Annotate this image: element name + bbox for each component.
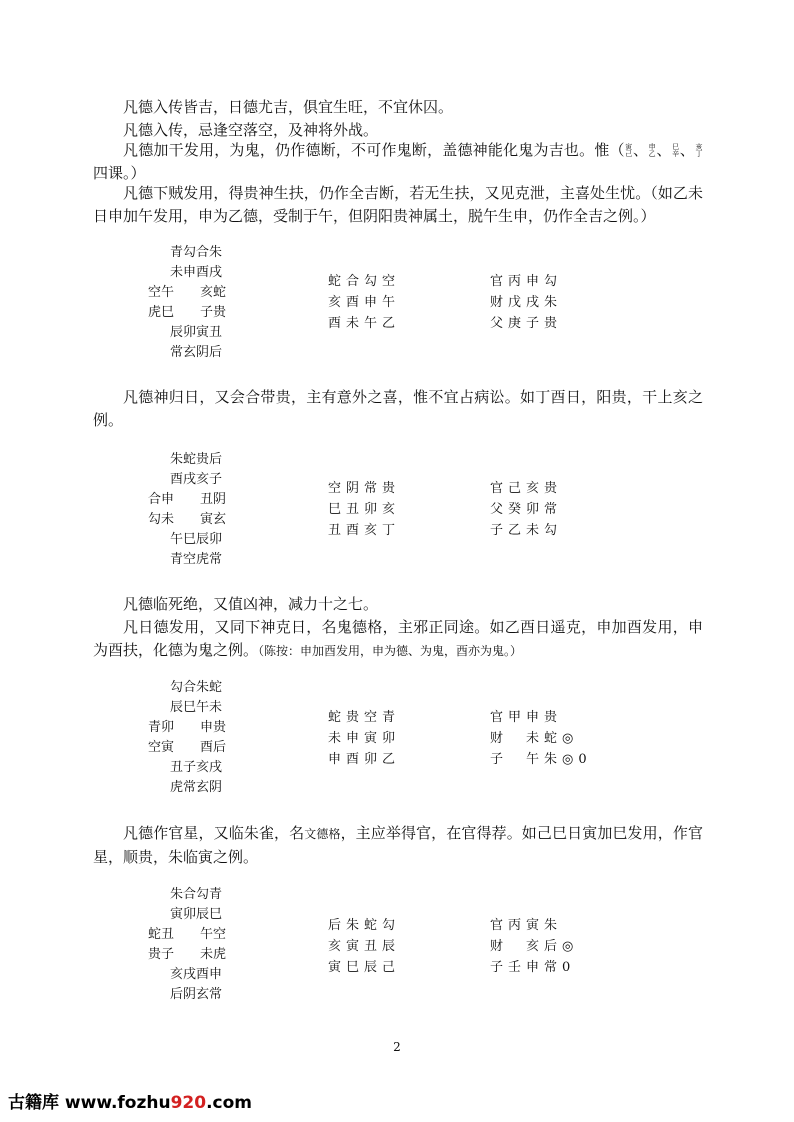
- chart-line: 申酉卯乙: [328, 752, 401, 767]
- chart-line: 空寅 酉后: [148, 740, 227, 755]
- chart-line: 未申酉戌: [170, 265, 223, 280]
- chart-line: 青勾合朱: [170, 245, 223, 260]
- chart-line: 未申寅卯: [328, 731, 401, 746]
- small-stacked-chars: 申乙: [648, 143, 656, 158]
- chart-line: 巳丑卯亥: [328, 502, 401, 517]
- chart-line: 午巳辰卯: [170, 532, 223, 547]
- page-number: 2: [393, 1040, 401, 1054]
- chart-line: 辰巳午未: [170, 700, 223, 715]
- chart-line: 财戊戌朱: [490, 295, 563, 310]
- chart-line: 官己亥贵: [490, 481, 563, 496]
- chart-line: 勾合朱蛇: [170, 680, 223, 695]
- chart-line: 虎常玄阴: [170, 780, 223, 795]
- chart-line: 亥酉申午: [328, 295, 401, 310]
- chart-line: 官丙寅朱: [490, 918, 563, 933]
- chart-line: 官甲申贵: [490, 710, 563, 725]
- paragraph-8: 凡德作官星，又临朱雀，名文德格，主应举得官，在官得荐。如己巳日寅加巳发用，作官星，顺贵，朱临寅之例。: [93, 824, 703, 866]
- paragraph-7: 凡日德发用，又同下神克日，名鬼德格，主邪正同途。如乙酉日遥克，申加酉发用，申为酉扶，化德为鬼之例。（陈按：申加酉发用，申为德、为鬼，酉亦为鬼。）: [93, 618, 703, 659]
- chart-line: 父庚子贵: [490, 316, 563, 331]
- chart-line: 后阴玄常: [170, 987, 223, 1002]
- chart-line: 酉戌亥子: [170, 472, 223, 487]
- chart-line: 朱合勾青: [170, 887, 223, 902]
- chart-line: 后朱蛇勾: [328, 918, 401, 933]
- chart-line: 亥寅丑辰: [328, 939, 401, 954]
- paragraph-4: 凡德下贼发用，得贵神生扶，仍作全吉断，若无生扶，又见克泄，主喜处生忧。（如乙未日申加午发用，申为乙德，受制于午，但阴阳贵神属土，脱午生申，仍作全吉之例。）: [93, 184, 703, 225]
- paragraph-2: 凡德入传，忌逢空落空，及神将外战。: [123, 121, 379, 139]
- chart-line: 亥戌酉申: [170, 967, 223, 982]
- chart-line: 贵子 未虎: [148, 947, 227, 962]
- chart-line: 勾未 寅玄: [148, 512, 227, 527]
- annotation-note: （陈按：申加酉发用，申为德、为鬼，酉亦为鬼。）: [258, 644, 523, 658]
- chart-line: 青卯 申贵: [148, 720, 227, 735]
- chart-line: 子壬申常0: [490, 960, 576, 975]
- chart-line: 财 亥后◎: [490, 939, 579, 954]
- chart-line: 空阴常贵: [328, 481, 401, 496]
- site-watermark: 古籍库 www.fozhu920.com: [8, 1093, 253, 1113]
- paragraph-3: 凡德加干发用，为鬼，仍作德断，不可作鬼断，盖德神能化鬼为吉也。惟（寅己、申乙、巳辛、亥丁四课。）: [93, 141, 703, 182]
- paragraph-1: 凡德入传皆吉，日德尤吉，俱宜生旺，不宜休囚。: [123, 98, 454, 116]
- chart-line: 蛇贵空青: [328, 710, 401, 725]
- chart-line: 朱蛇贵后: [170, 452, 223, 467]
- chart-line: 青空虎常: [170, 552, 223, 567]
- small-stacked-chars: 亥丁: [695, 143, 703, 158]
- chart-line: 寅巳辰己: [328, 960, 401, 975]
- chart-line: 子 午朱◎0: [490, 752, 592, 767]
- chart-line: 官丙申勾: [490, 274, 563, 289]
- chart-line: 辰卯寅丑: [170, 325, 223, 340]
- paragraph-5: 凡德神归日，又会合带贵，主有意外之喜，惟不宜占病讼。如丁酉日，阳贵，干上亥之例。: [93, 388, 703, 429]
- chart-line: 常玄阴后: [170, 345, 223, 360]
- small-inline-term: 文德格: [304, 827, 341, 841]
- chart-line: 空午 亥蛇: [148, 285, 227, 300]
- chart-line: 丑酉亥丁: [328, 523, 401, 538]
- small-stacked-chars: 寅己: [625, 143, 633, 158]
- chart-line: 蛇丑 午空: [148, 927, 227, 942]
- chart-line: 丑子亥戌: [170, 760, 223, 775]
- small-stacked-chars: 巳辛: [672, 143, 680, 158]
- chart-line: 酉未午乙: [328, 316, 401, 331]
- paragraph-6: 凡德临死绝，又值凶神，减力十之七。: [123, 595, 379, 613]
- chart-line: 寅卯辰巳: [170, 907, 223, 922]
- chart-line: 蛇合勾空: [328, 274, 401, 289]
- chart-line: 父癸卯常: [490, 502, 563, 517]
- chart-line: 合申 丑阴: [148, 492, 227, 507]
- chart-line: 子乙未勾: [490, 523, 563, 538]
- chart-line: 虎巳 子贵: [148, 305, 227, 320]
- chart-line: 财 未蛇◎: [490, 731, 579, 746]
